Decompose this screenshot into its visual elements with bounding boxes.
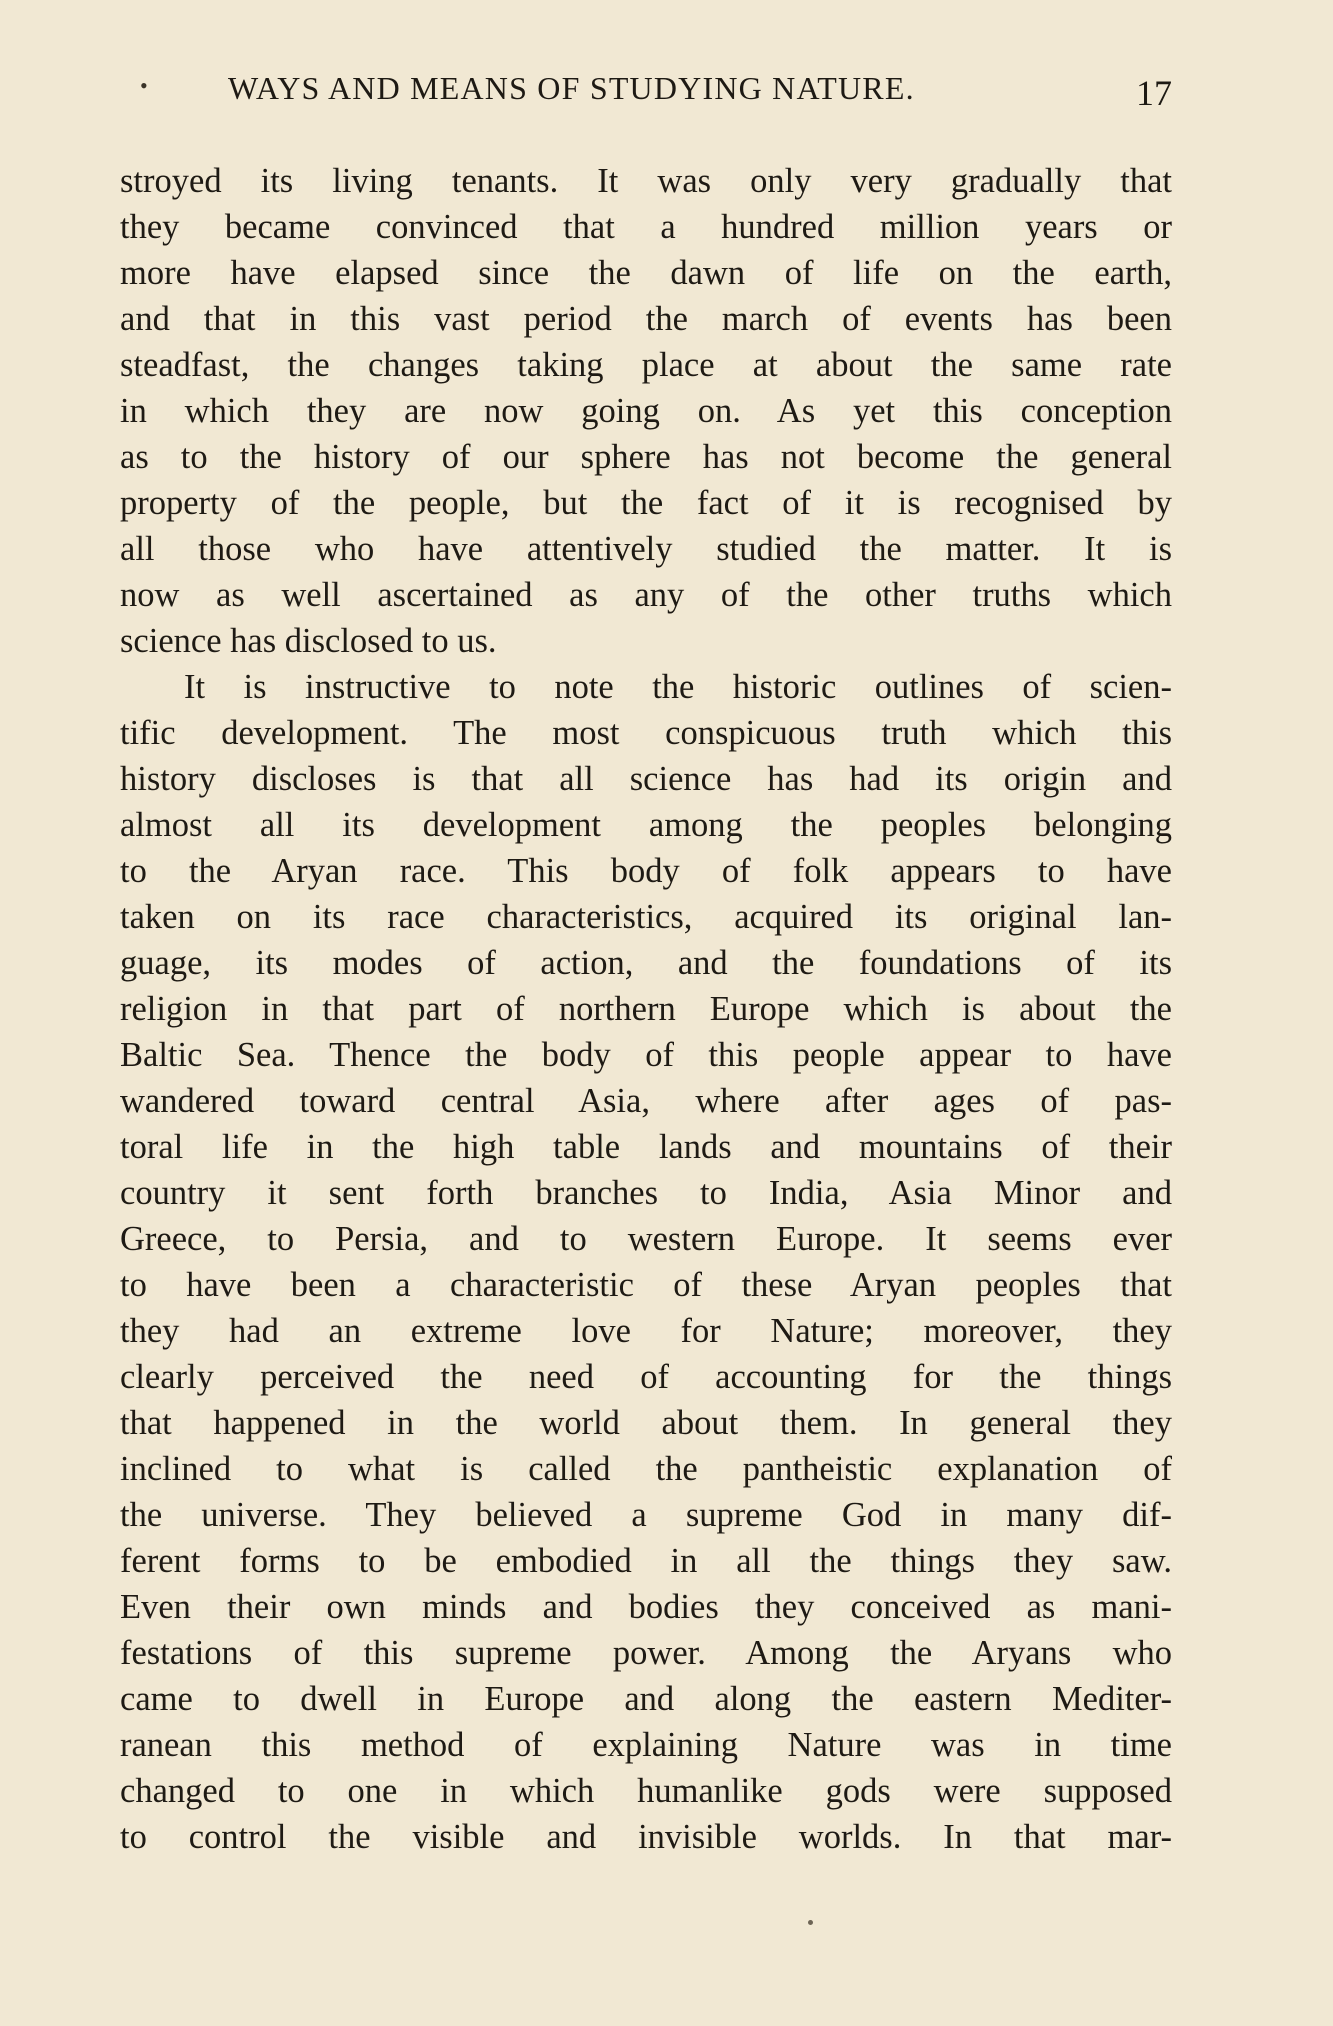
- text-line: stroyed its living tenants. It was only very gradually that: [120, 162, 1172, 200]
- text-line: festations of this supreme power. Among the Aryans who: [120, 1634, 1172, 1672]
- text-line: changed to one in which humanlike gods were supposed: [120, 1772, 1172, 1810]
- text-line: inclined to what is called the pantheistic explanation of: [120, 1450, 1172, 1488]
- text-line: all those who have attentively studied the matter. It is: [120, 530, 1172, 568]
- text-line: and that in this vast period the march of events has been: [120, 300, 1172, 338]
- text-line: that happened in the world about them. In general they: [120, 1404, 1172, 1442]
- text-line: they became convinced that a hundred million years or: [120, 208, 1172, 246]
- header-bullet: •: [140, 73, 148, 98]
- text-line: guage, its modes of action, and the foundations of its: [120, 944, 1172, 982]
- text-line: came to dwell in Europe and along the eastern Mediter-: [120, 1680, 1172, 1718]
- text-line: the universe. They believed a supreme God in many dif-: [120, 1496, 1172, 1534]
- paragraph-start-line: It is instructive to note the historic outlines of scien-: [184, 668, 1172, 706]
- text-line: tific development. The most conspicuous truth which this: [120, 714, 1172, 752]
- text-line: more have elapsed since the dawn of life on the earth,: [120, 254, 1172, 292]
- text-line: in which they are now going on. As yet this conception: [120, 392, 1172, 430]
- text-line: Even their own minds and bodies they conceived as mani-: [120, 1588, 1172, 1626]
- text-line: ranean this method of explaining Nature was in time: [120, 1726, 1172, 1764]
- running-title: WAYS AND MEANS OF STUDYING NATURE.: [228, 70, 915, 106]
- text-line: to the Aryan race. This body of folk appears to have: [120, 852, 1172, 890]
- text-line: they had an extreme love for Nature; moreover, they: [120, 1312, 1172, 1350]
- text-line: Greece, to Persia, and to western Europe. It seems ever: [120, 1220, 1172, 1258]
- paper-speck: [808, 1920, 813, 1925]
- text-line: to have been a characteristic of these Aryan peoples that: [120, 1266, 1172, 1304]
- paragraph-end-line: science has disclosed to us.: [120, 622, 497, 660]
- running-header: [120, 68, 1172, 118]
- text-line: toral life in the high table lands and mountains of their: [120, 1128, 1172, 1166]
- text-line: history discloses is that all science has had its origin and: [120, 760, 1172, 798]
- text-line: taken on its race characteristics, acquired its original lan-: [120, 898, 1172, 936]
- text-line: country it sent forth branches to India, Asia Minor and: [120, 1174, 1172, 1212]
- text-line: ferent forms to be embodied in all the things they saw.: [120, 1542, 1172, 1580]
- text-line: clearly perceived the need of accounting for the things: [120, 1358, 1172, 1396]
- text-line: Baltic Sea. Thence the body of this people appear to have: [120, 1036, 1172, 1074]
- text-line: wandered toward central Asia, where after ages of pas-: [120, 1082, 1172, 1120]
- text-line: property of the people, but the fact of it is recognised by: [120, 484, 1172, 522]
- text-line: now as well ascertained as any of the other truths which: [120, 576, 1172, 614]
- text-line: almost all its development among the peoples belonging: [120, 806, 1172, 844]
- body-text: [120, 158, 1172, 1860]
- text-line: religion in that part of northern Europe which is about the: [120, 990, 1172, 1028]
- page-number: 17: [1136, 73, 1172, 113]
- text-line: to control the visible and invisible worlds. In that mar-: [120, 1818, 1172, 1856]
- text-line: as to the history of our sphere has not become the general: [120, 438, 1172, 476]
- text-line: steadfast, the changes taking place at about the same rate: [120, 346, 1172, 384]
